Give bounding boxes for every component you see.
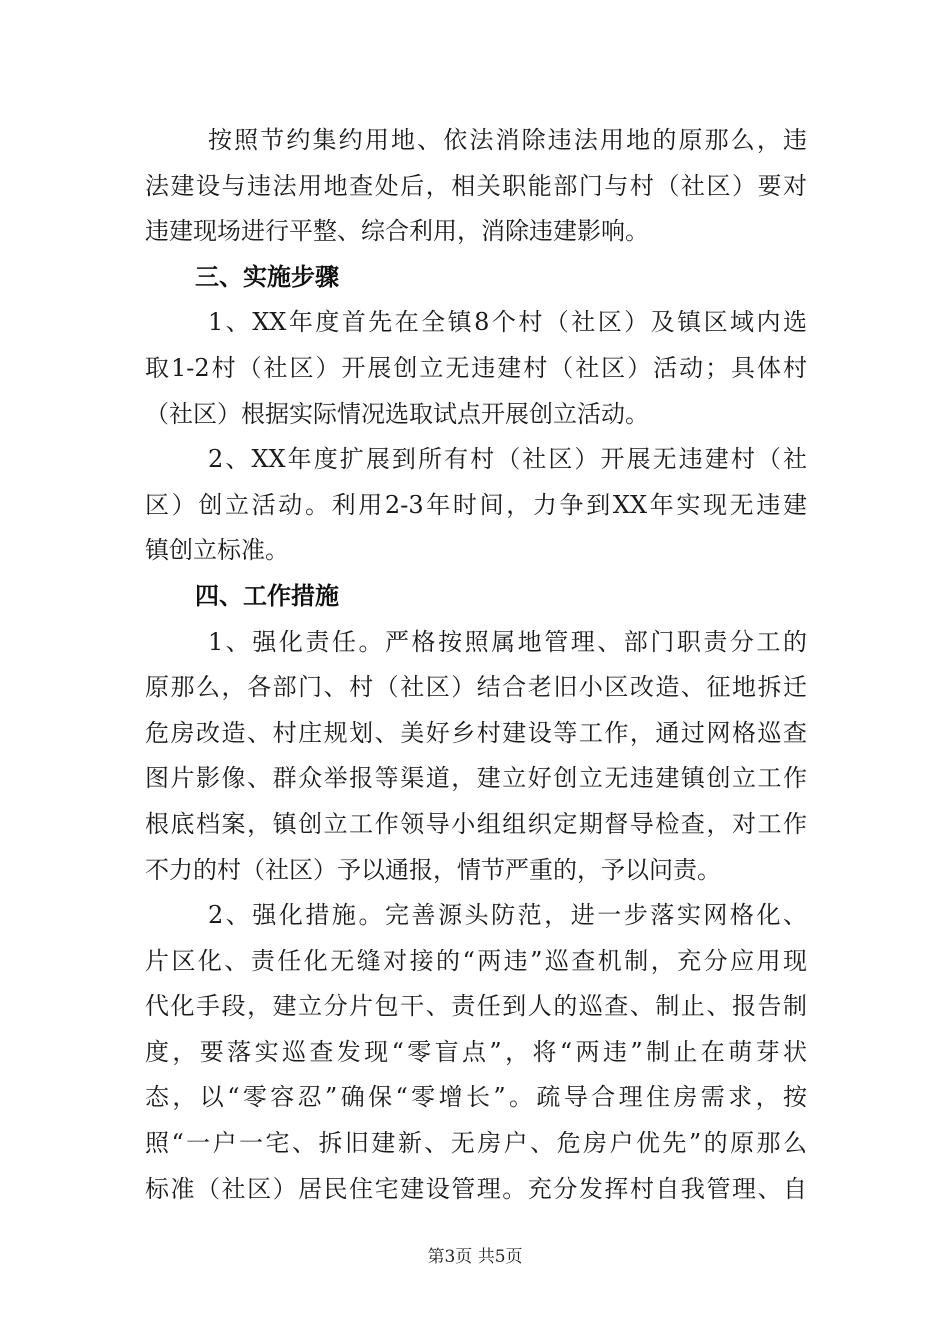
paragraph-line: 1、强化责任。严格按照属地管理、部门职责分工的 bbox=[208, 627, 807, 656]
paragraph-line: （社区）根据实际情况选取试点开展创立活动。 bbox=[145, 399, 649, 428]
paragraph-line: 根底档案，镇创立工作领导小组组织定期督导检查，对工作 bbox=[145, 809, 807, 838]
paragraph-line: 按照节约集约用地、依法消除违法用地的原那么，违 bbox=[208, 126, 807, 154]
paragraph-line: 取1-2村（社区）开展创立无违建村（社区）活动；具体村 bbox=[145, 353, 807, 382]
paragraph-line: 原那么，各部门、村（社区）结合老旧小区改造、征地拆迁 bbox=[145, 673, 807, 702]
paragraph-line: 照“一户一宅、拆旧建新、无房户、危房户优先”的原那么 bbox=[145, 1129, 807, 1158]
paragraph-line: 1、XX年度首先在全镇8个村（社区）及镇区域内选 bbox=[208, 308, 807, 337]
document-body bbox=[145, 118, 807, 1212]
paragraph-line: 2、XX年度扩展到所有村（社区）开展无违建村（社 bbox=[208, 445, 807, 474]
paragraph-line: 代化手段，建立分片包干、责任到人的巡查、制止、报告制 bbox=[145, 992, 807, 1021]
paragraph-line: 镇创立标准。 bbox=[145, 536, 289, 565]
paragraph-line: 度，要落实巡查发现“零盲点”，将“两违”制止在萌芽状 bbox=[145, 1037, 807, 1066]
paragraph-line: 不力的村（社区）予以通报，情节严重的，予以问责。 bbox=[145, 855, 721, 884]
page-number-footer: 第3页 共5页 bbox=[427, 1247, 523, 1267]
paragraph-line: 标准（社区）居民住宅建设管理。充分发挥村自我管理、自 bbox=[145, 1174, 807, 1203]
paragraph-line: 法建设与违法用地查处后，相关职能部门与村（社区）要对 bbox=[145, 171, 807, 200]
section-heading: 三、实施步骤 bbox=[195, 262, 339, 291]
section-heading: 四、工作措施 bbox=[195, 581, 339, 610]
paragraph-line: 区）创立活动。利用2-3年时间，力争到XX年实现无违建 bbox=[145, 490, 807, 519]
paragraph-line: 态，以“零容忍”确保“零增长”。疏导合理住房需求，按 bbox=[145, 1083, 807, 1112]
paragraph-line: 违建现场进行平整、综合利用，消除违建影响。 bbox=[145, 217, 649, 246]
paragraph-line: 图片影像、群众举报等渠道，建立好创立无违建镇创立工作 bbox=[145, 764, 807, 793]
paragraph-line: 2、强化措施。完善源头防范，进一步落实网格化、 bbox=[208, 901, 807, 930]
paragraph-line: 危房改造、村庄规划、美好乡村建设等工作，通过网格巡查 bbox=[145, 718, 807, 747]
paragraph-line: 片区化、责任化无缝对接的“两违”巡查机制，充分应用现 bbox=[145, 946, 807, 975]
